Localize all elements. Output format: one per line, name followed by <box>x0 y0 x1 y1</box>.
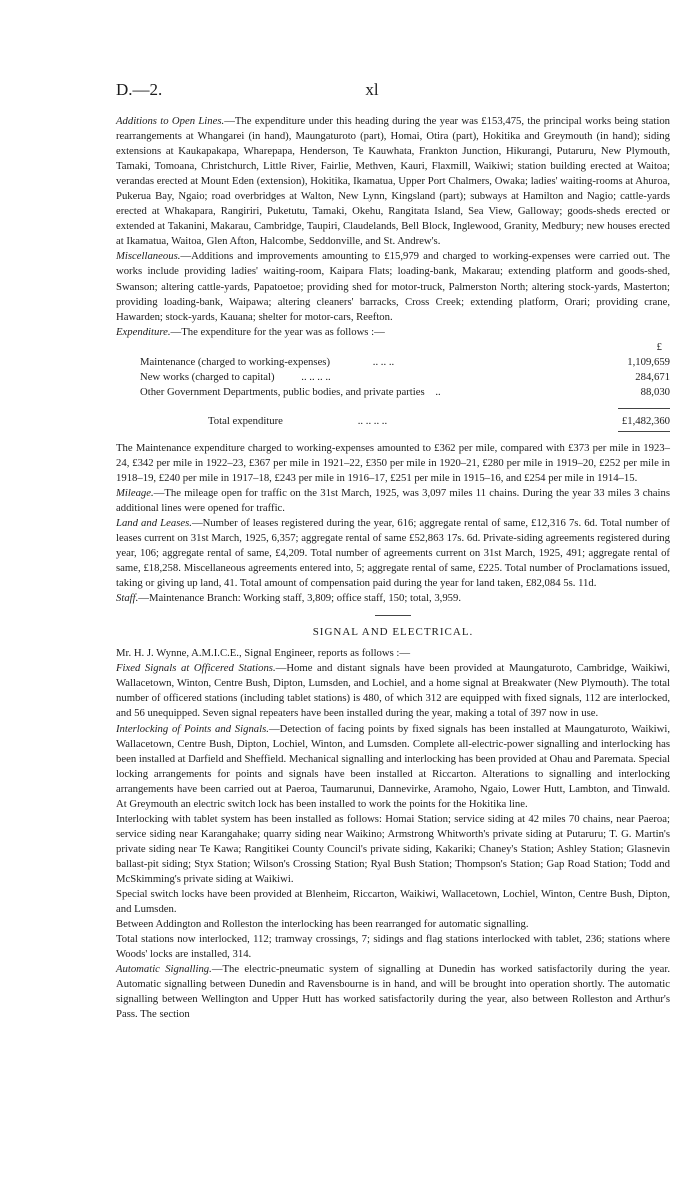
staff-title: Staff. <box>116 592 139 605</box>
miscellaneous-paragraph <box>116 249 670 324</box>
staff-paragraph <box>116 591 670 606</box>
mileage-text: —The mileage open for traffic on the 31st March, 1925, was 3,097 miles 11 chains. During the year 33 miles 3 chains additional lines were opened for traffic. <box>116 486 670 514</box>
currency-symbol: £ <box>656 340 662 353</box>
maintenance-cost-paragraph: The Maintenance expenditure charged to working-expenses amounted to £362 per mile, compared with £373 per mile in 1923–24, £342 per mile in 1922–23, £367 per mile in 1921–22, £350 per mile in 1920–21, £280 per mile in 1919–20, £252 per mile in 1918–19, £240 per mile in 1917–18, £243 per mile in 1916–17, £251 per mile in 1915–16, and £254 per mile in 1914–15. <box>116 441 670 484</box>
interlocking-paragraph <box>116 722 670 812</box>
interlocking-title: Interlocking of Points and Signals. <box>116 722 269 735</box>
fixed-signals-paragraph <box>116 661 670 721</box>
switch-locks-paragraph: Special switch locks have been provided at Blenheim, Riccarton, Waikiwi, Wallacetown, Lochiel, Winton, Centre Bush, Dipton, and Lumsden. <box>116 888 670 916</box>
fixed-signals-text: —Home and distant signals have been provided at Maungaturoto, Cambridge, Waikiwi, Wallacetown, Winton, Centre Bush, Dipton, Lumsden, and Lochiel, and a home signal at Breakwater (New Plymouth). The total number of officered stations (including tablet stations) is 480, of which 312 are equipped with fixed signals, 112 are interlocked, and 56 unequipped. Seven signal repeaters have been installed during the year, making a total of 397 now in use. <box>116 662 670 720</box>
mileage-paragraph <box>116 486 670 516</box>
expenditure-total-row <box>116 414 670 429</box>
land-leases-title: Land and Leases. <box>116 516 192 529</box>
expenditure-row-amount: 1,109,659 <box>627 355 670 368</box>
automatic-signalling-title: Automatic Signalling. <box>116 963 212 976</box>
miscellaneous-text: —Additions and improvements amounting to £15,979 and charged to working-expenses were carried out. The works include providing ladies' waiting-room, Kaipara Flats; loading-bank, Makarau; extending platform and goods-shed, Swanson; altering cattle-yards, Papatoetoe; providing shed for motor-truck, Palmerston North; altering stock-yards, Masterton; providing loading-bank, Waipawa; altering cleaners' barracks, Cross Creek; extending platform, Orari; providing crane, Hawarden; stock-yards, Kauana; shelter for motor-cars, Reefton. <box>116 250 670 323</box>
page-number: xl <box>365 80 379 99</box>
expenditure-row <box>116 385 670 400</box>
expenditure-intro-text: —The expenditure for the year was as follows :— <box>170 325 385 338</box>
expenditure-intro <box>116 325 670 340</box>
expenditure-row-amount: 88,030 <box>640 385 670 398</box>
land-leases-paragraph <box>116 516 670 591</box>
expenditure-total-label: Total expenditure .. .. .. .. <box>208 414 388 427</box>
expenditure-row <box>116 355 670 370</box>
expenditure-total-amount: £1,482,360 <box>621 414 670 427</box>
additions-text: —The expenditure under this heading during the year was £153,475, the principal works being station rearrangements at Whangarei (in hand), Maungaturoto (part), Homai, Otira (part), Hokitika and Greymouth (in hand); siding extensions at Kaukapakapa, Wharepapa, Henderson, Te Kauwhata, Frankton Junction, Hikurangi, Putaruru, New Plymouth, Tamaki, Tomoana, Christchurch, Little River, Fairlie, Methven, Kauri, Flaxmill, Waikiwi; station building erected at Waitoa; verandas erected at Mount Eden (extension), Hokitika, Ikamatua, Upper Port Chalmers, Owaka; ladies' waiting-rooms at Ahuroa, Pukerua Bay, Ngaio; road overbridges at Walton, New Lynn, Kingsland (part); subways at Hamilton and Nagio; cattle-yards erected at Whakapara, Rangiriri, Puketutu, Tamaki, Okehu, Rangitata Island, Sea View, Galloway; goods-sheds erected or extended at Takanini, Makarau, Cambridge, Taupiri, Claudelands, Bell Block, Inglewood, Granity, Medbury; new houses erected at Ikamatua, Waitoa, Glen Afton, Halcombe, Seddonville, and St. Andrew's. <box>116 115 671 248</box>
expenditure-row-amount: 284,671 <box>635 370 670 383</box>
section-heading: SIGNAL AND ELECTRICAL. <box>312 626 474 639</box>
interlocked-totals-paragraph: Total stations now interlocked, 112; tramway crossings, 7; sidings and flag stations interlocked with tablet, 236; stations where Woods' locks are installed, 314. <box>116 933 670 961</box>
expenditure-row <box>116 370 670 385</box>
page-body <box>116 114 670 1022</box>
automatic-signalling-paragraph <box>116 962 670 1022</box>
tablet-paragraph: Interlocking with tablet system has been installed as follows: Homai Station; service siding at 42 miles 70 chains, near Paeroa; service siding near Karangahake; quarry siding near Waikino; Armstrong Whitworth's private siding at Putaruru; T. G. Martin's private siding near Te Kawa; Rangitikei County Council's private siding, Kakariki; Chaney's Station; Ashley Station; Glasnevin ballast-pit siding; Styx Station; Wilson's Crossing Station; Ryal Bush Station; Thompson's Station; Gap Road Station; Todd and McSkimming's private siding at Waikiwi. <box>116 812 670 885</box>
total-rule-bottom <box>618 431 670 432</box>
additions-title: Additions to Open Lines. <box>116 115 225 127</box>
expenditure-title: Expenditure. <box>116 325 171 338</box>
staff-text: —Maintenance Branch: Working staff, 3,809; office staff, 150; total, 3,959. <box>138 592 462 605</box>
miscellaneous-title: Miscellaneous. <box>116 250 181 263</box>
expenditure-row-label: New works (charged to capital) .. .. .. .. <box>140 370 331 383</box>
page-header <box>116 80 670 102</box>
expenditure-currency-row <box>116 340 670 355</box>
total-rule-top <box>618 408 670 409</box>
expenditure-table <box>116 340 670 429</box>
land-leases-text: —Number of leases registered during the year, 616; aggregate rental of same, £12,316 7s. 6d. Total number of leases current on 31st March, 1925, 6,357; aggregate rental of same £52,863 17s. 6d. Private-siding agreements registered during year, 106; aggregate rental of same, £4,209. Total number of agreements current on 31st March, 1925, 491; aggregate rental of same, £18,258. Miscellaneous agreements entered into, 5; aggregate rental of same, £225. Total number of Proclamations issued, taking or giving up land, 41. Total amount of compensation paid during the year for land taken, £82,084 5s. 11d. <box>116 516 670 590</box>
interlocking-text: —Detection of facing points by fixed signals has been installed at Maungaturoto, Waikiwi, Wallacetown, Centre Bush, Dipton, Lochiel, Winton, and Lumsden. Complete all-electric-power signalling and interlocking has been installed at Darfield and Sheffield. Mechanical signalling and interlocking has been provided at Ohau and Paremata. Special locking arrangements for points and signals have been installed at Riccarton. Alterations to signalling and interlocking arrangements have been carried out at Paeroa, Taumarunui, Dannevirke, Aramoho, Ngaio, Lower Hutt, Lambton, and Tinwald. At Greymouth an electric switch lock has been installed to work the points for the Hokitika line. <box>116 722 670 810</box>
automatic-signalling-text: —The electric-pneumatic system of signalling at Dunedin has worked satisfactorily during the year. Automatic signalling between Dunedin and Ravensbourne is in hand, and will be brought into operation shortly. The automatic signalling between Wellington and Upper Hutt has worked satisfactorily during the year, also between Rolleston and Arthur's Pass. The section <box>116 963 670 1021</box>
expenditure-row-label: Maintenance (charged to working-expenses) .. .. .. <box>140 355 395 368</box>
mileage-title: Mileage. <box>116 486 154 499</box>
section-divider <box>375 615 411 616</box>
signal-intro: Mr. H. J. Wynne, A.M.I.C.E., Signal Engineer, reports as follows :— <box>116 647 411 660</box>
expenditure-row-label: Other Government Departments, public bodies, and private parties .. <box>140 385 441 398</box>
document-reference: D.—2. <box>116 80 163 99</box>
additions-paragraph <box>116 114 670 249</box>
fixed-signals-title: Fixed Signals at Officered Stations. <box>116 662 276 675</box>
addington-paragraph: Between Addington and Rolleston the interlocking has been rearranged for automatic signalling. <box>116 918 529 931</box>
